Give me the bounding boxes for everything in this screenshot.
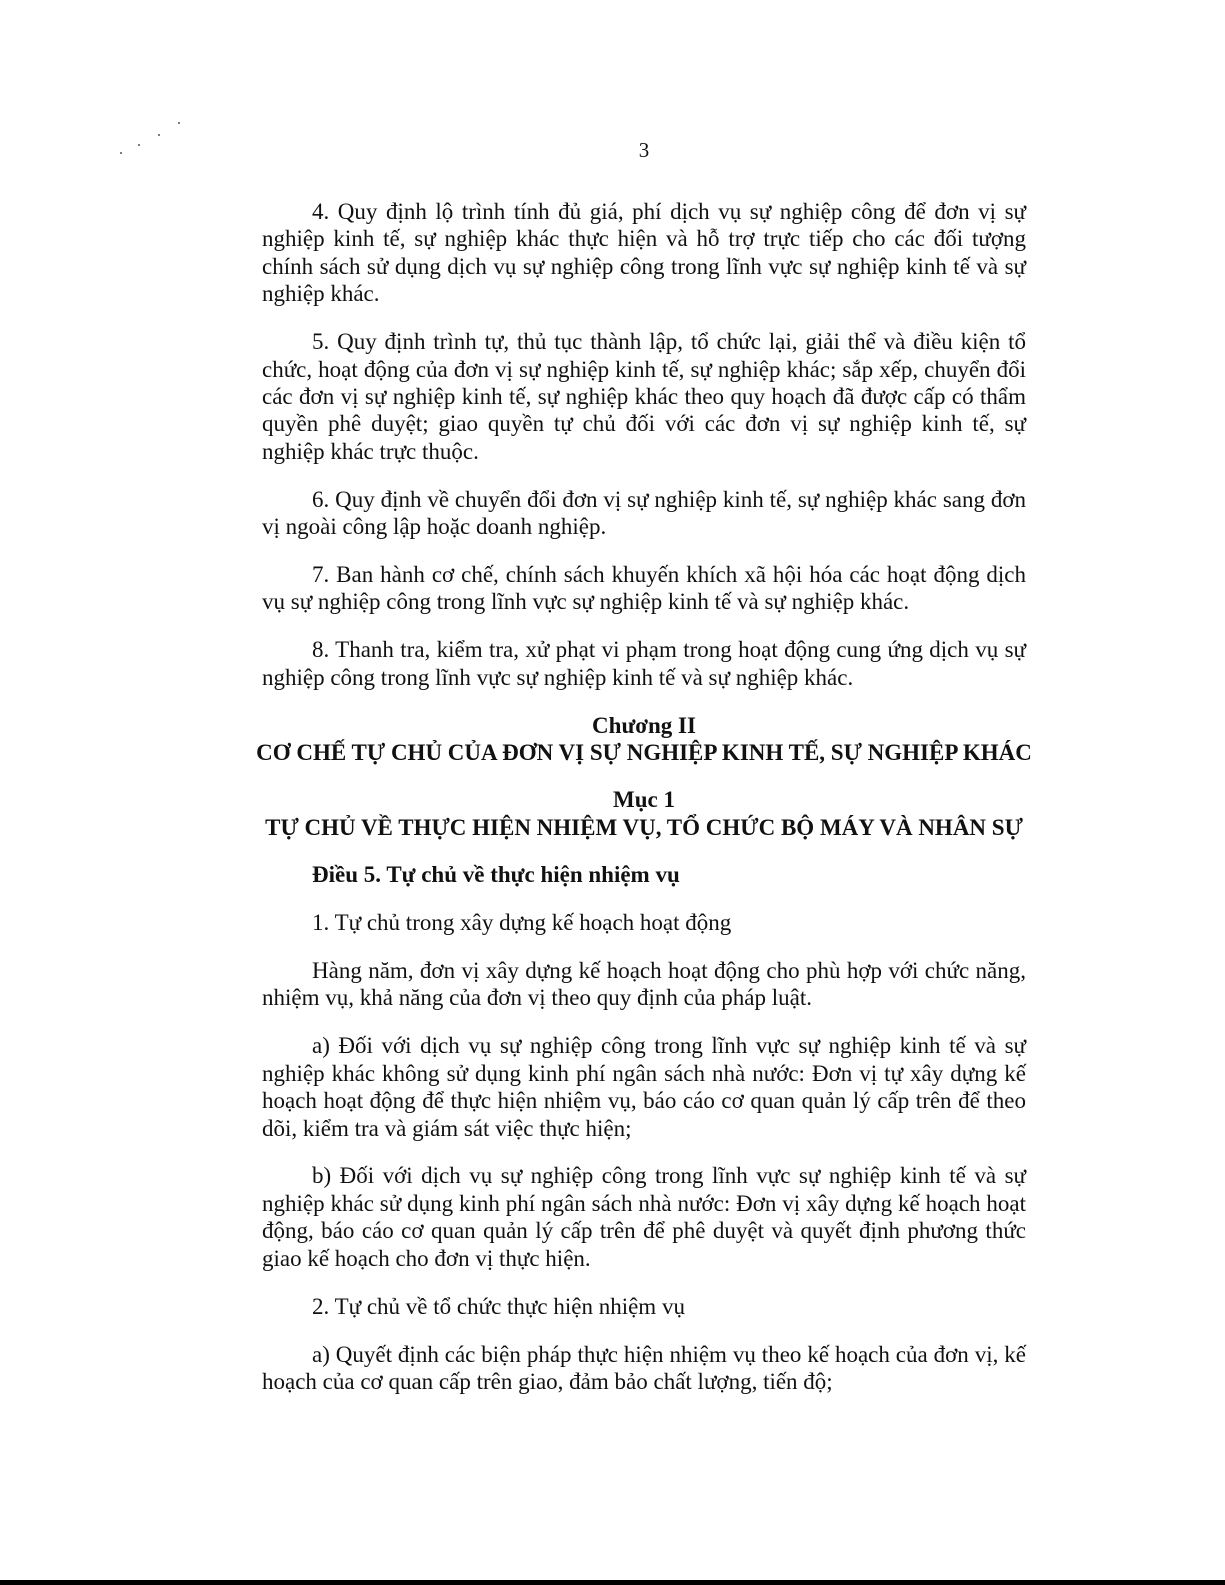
- clause-2: 2. Tự chủ về tổ chức thực hiện nhiệm vụ: [312, 1293, 685, 1319]
- clause-1-point-a: a) Đối với dịch vụ sự nghiệp công trong lĩnh vực sự nghiệp kinh tế và sự nghiệp khác không sử dụng kinh phí ngân sách nhà nước: Đơn vị tự xây dựng kế hoạch hoạt động để thực hiện nhiệm vụ, báo cáo cơ quan quản lý cấp trên để theo dõi, kiểm tra và giám sát việc thực hiện;: [262, 1033, 1026, 1141]
- chapter-title: CƠ CHẾ TỰ CHỦ CỦA ĐƠN VỊ SỰ NGHIỆP KINH TẾ, SỰ NGHIỆP KHÁC: [256, 740, 1032, 765]
- clause-1-point-b: b) Đối với dịch vụ sự nghiệp công trong lĩnh vực sự nghiệp kinh tế và sự nghiệp khác sử dụng kinh phí ngân sách nhà nước: Đơn vị xây dựng kế hoạch hoạt động, báo cáo cơ quan quản lý cấp trên để phê duyệt và quyết định phương thức giao kế hoạch cho đơn vị thực hiện.: [262, 1163, 1026, 1271]
- clause-1: 1. Tự chủ trong xây dựng kế hoạch hoạt động: [312, 910, 732, 936]
- paragraph-item-8: 8. Thanh tra, kiểm tra, xử phạt vi phạm trong hoạt động cung ứng dịch vụ sự nghiệp công trong lĩnh vực sự nghiệp kinh tế và sự nghiệp khác.: [262, 637, 1026, 690]
- page-number: 3: [638, 138, 650, 162]
- paragraph-item-7: 7. Ban hành cơ chế, chính sách khuyến khích xã hội hóa các hoạt động dịch vụ sự nghiệp công trong lĩnh vực sự nghiệp kinh tế và sự nghiệp khác.: [262, 561, 1026, 615]
- chapter-heading: Chương II: [592, 712, 696, 738]
- scan-speck: [158, 134, 160, 136]
- section-heading: Mục 1: [613, 787, 675, 813]
- scan-speck: [178, 122, 180, 124]
- clause-1-intro: Hàng năm, đơn vị xây dựng kế hoạch hoạt động cho phù hợp với chức năng, nhiệm vụ, khả năng của đơn vị theo quy định của pháp luật.: [262, 958, 1026, 1011]
- paragraph-item-6: 6. Quy định về chuyển đổi đơn vị sự nghiệp kinh tế, sự nghiệp khác sang đơn vị ngoài công lập hoặc doanh nghiệp.: [262, 486, 1026, 540]
- article-heading: Điều 5. Tự chủ về thực hiện nhiệm vụ: [312, 862, 680, 888]
- document-body: [256, 198, 1032, 1416]
- scan-bottom-edge: [0, 1580, 1225, 1585]
- paragraph-item-4: 4. Quy định lộ trình tính đủ giá, phí dịch vụ sự nghiệp công để đơn vị sự nghiệp kinh tế, sự nghiệp khác thực hiện và hỗ trợ trực tiếp cho các đối tượng chính sách sử dụng dịch vụ sự nghiệp công trong lĩnh vực sự nghiệp kinh tế và sự nghiệp khác.: [262, 199, 1026, 307]
- clause-2-point-a: a) Quyết định các biện pháp thực hiện nhiệm vụ theo kế hoạch của đơn vị, kế hoạch của cơ quan cấp trên giao, đảm bảo chất lượng, tiến độ;: [262, 1341, 1026, 1394]
- paragraph-item-5: 5. Quy định trình tự, thủ tục thành lập, tổ chức lại, giải thể và điều kiện tổ chức, hoạt động của đơn vị sự nghiệp kinh tế, sự nghiệp khác; sắp xếp, chuyển đổi các đơn vị sự nghiệp kinh tế, sự nghiệp khác theo quy hoạch đã được cấp có thẩm quyền phê duyệt; giao quyền tự chủ đối với các đơn vị sự nghiệp kinh tế, sự nghiệp khác trực thuộc.: [262, 329, 1026, 464]
- section-title: TỰ CHỦ VỀ THỰC HIỆN NHIỆM VỤ, TỔ CHỨC BỘ MÁY VÀ NHÂN SỰ: [265, 814, 1023, 840]
